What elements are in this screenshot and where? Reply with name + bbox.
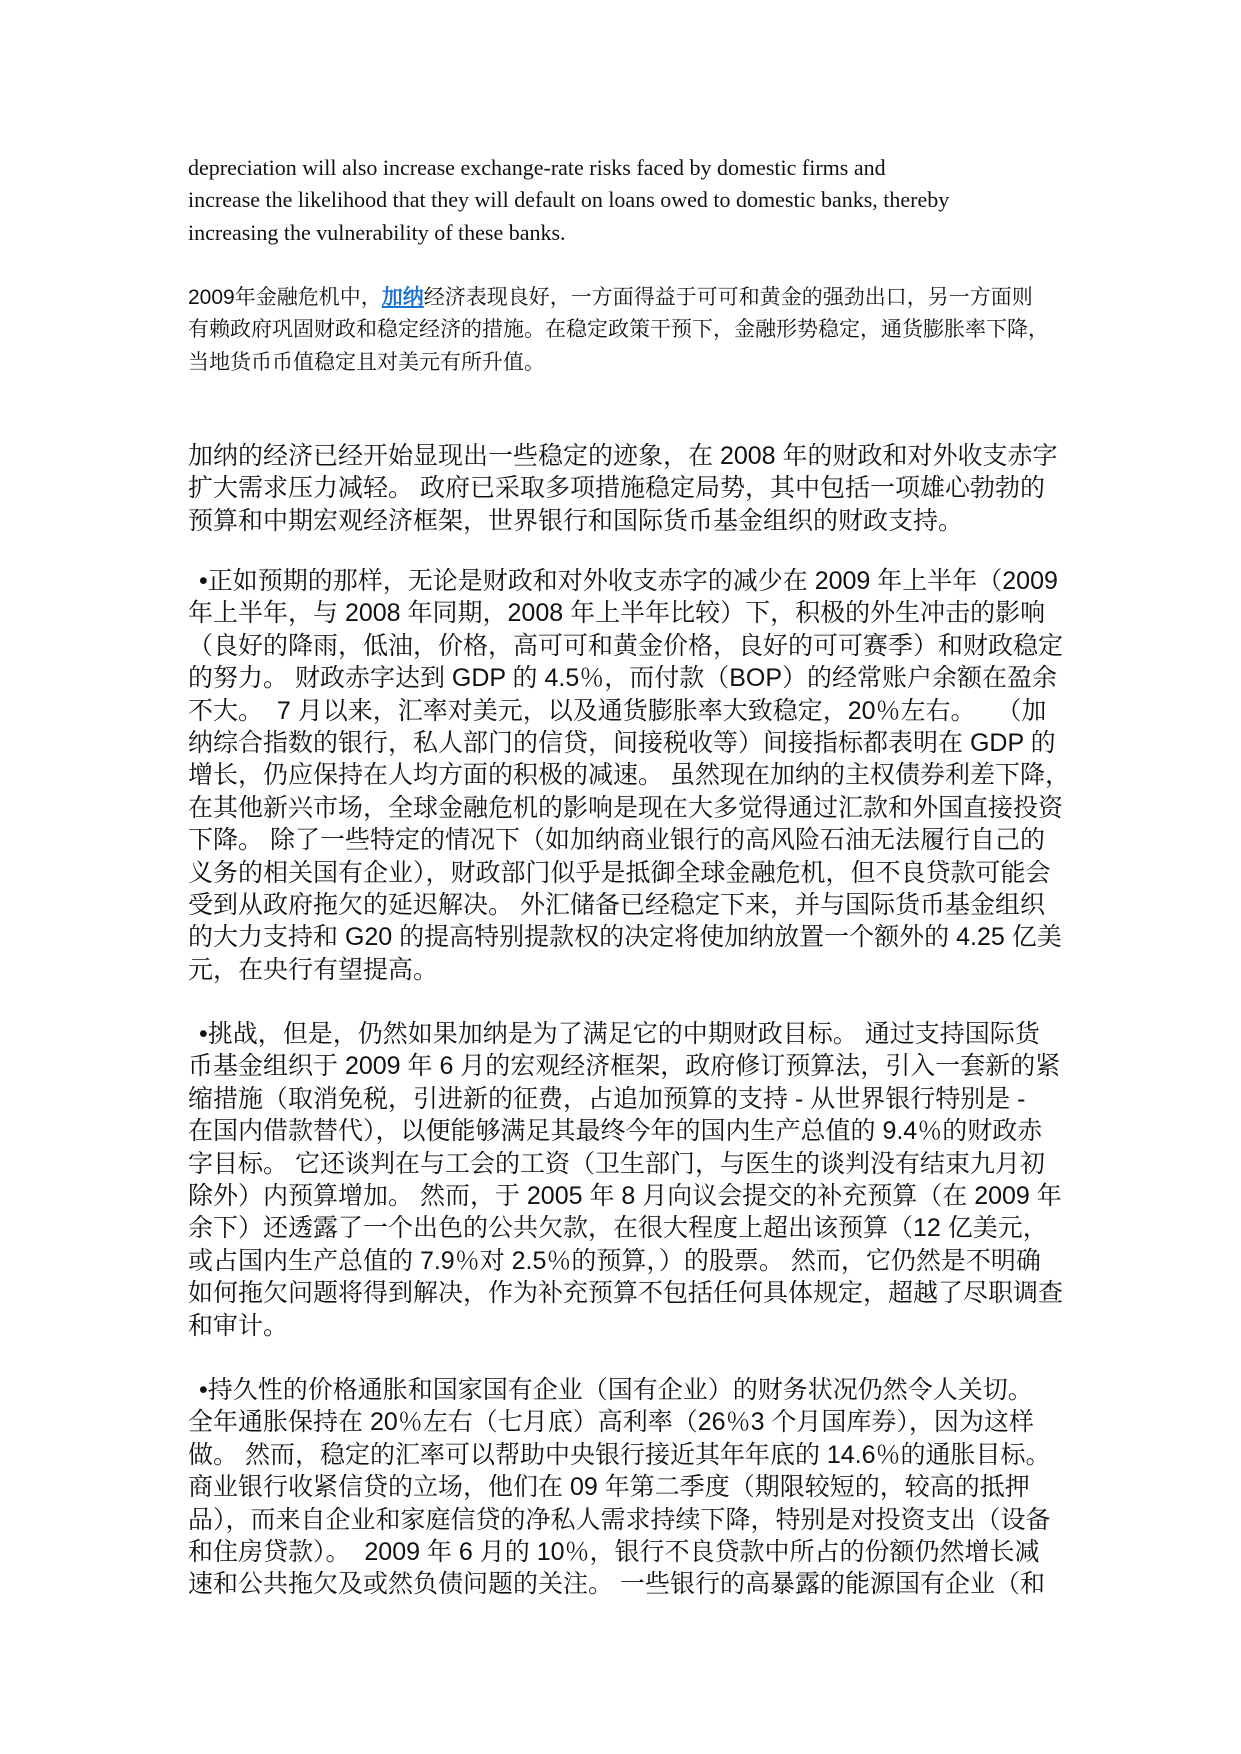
english-line: increasing the vulnerability of these banks.	[188, 219, 566, 245]
bullet-line: 和审计。	[188, 1311, 289, 1340]
bullet-line: 义务的相关国有企业），财政部门似乎是抵御全球金融危机，但不良贷款可能会	[188, 858, 1051, 887]
english-line: depreciation will also increase exchange-rate risks faced by domestic firms and	[188, 155, 886, 180]
summary-line: 扩大需求压力减轻。 政府已采取多项措施稳定局势，其中包括一项雄心勃勃的	[188, 474, 1045, 503]
bullet-line: 做。 然而，稳定的汇率可以帮助中央银行接近其年年底的 14.6％的通胀目标。	[188, 1440, 1051, 1469]
bullet-line: 受到从政府拖欠的延迟解决。 外汇储备已经稳定下来，并与国际货币基金组织	[188, 890, 1045, 919]
bullet-line: 年上半年，与 2008 年同期，2008 年上半年比较）下，积极的外生冲击的影响	[188, 599, 1046, 628]
english-paragraph	[188, 152, 1054, 249]
bullet-line: 的努力。 财政赤字达到 GDP 的 4.5％，而付款（BOP）的经常账户余额在盈余	[188, 664, 1058, 693]
intro-line-end: 经济表现良好，一方面得益于可可和黄金的强劲出口，另一方面则	[423, 286, 1033, 309]
bullet-line: •正如预期的那样，无论是财政和对外收支赤字的减少在 2009 年上半年（2009	[199, 567, 1058, 595]
summary-paragraph	[188, 440, 1058, 537]
bullet-line: 在国内借款替代），以便能够满足其最终今年的国内生产总值的 9.4％的财政赤	[188, 1117, 1043, 1146]
bullet-item-3	[188, 1374, 1054, 1601]
bullet-line: 商业银行收紧信贷的立场，他们在 09 年第二季度（期限较短的，较高的抵押	[188, 1473, 1030, 1502]
bullet-line: 的大力支持和 G20 的提高特别提款权的决定将使加纳放置一个额外的 4.25 亿美	[188, 923, 1062, 952]
bullet-line: 增长，仍应保持在人均方面的积极的减速。 虽然现在加纳的主权债券利差下降，	[188, 761, 1070, 790]
bullet-line: 和住房贷款）。 2009 年 6 月的 10％，银行不良贷款中所占的份额仍然增长减	[188, 1537, 1040, 1566]
intro-line: 有赖政府巩固财政和稳定经济的措施。在稳定政策干预下，金融形势稳定，通货膨胀率下降，	[188, 318, 1049, 342]
bullet-line: 币基金组织于 2009 年 6 月的宏观经济框架，政府修订预算法，引入一套新的紧	[188, 1052, 1061, 1081]
bullet-line: •持久性的价格通胀和国家国有企业（国有企业）的财务状况仍然令人关切。	[199, 1376, 1033, 1404]
intro-line-start: 2009年金融危机中，	[188, 286, 382, 309]
bullet-line: 在其他新兴市场，全球金融危机的影响是现在大多觉得通过汇款和外国直接投资	[188, 793, 1064, 822]
bullet-line: 字目标。 它还谈判在与工会的工资（卫生部门，与医生的谈判没有结束九月初	[188, 1149, 1045, 1178]
bullet-line: 缩措施（取消免税，引进新的征费，占追加预算的支持 - 从世界银行特别是 -	[188, 1084, 1026, 1113]
intro-line: 当地货币币值稳定且对美元有所升值。	[188, 350, 545, 374]
bullet-line: •挑战，但是，仍然如果加纳是为了满足它的中期财政目标。 通过支持国际货	[199, 1020, 1040, 1048]
summary-line: 预算和中期宏观经济框架，世界银行和国际货币基金组织的财政支持。	[188, 506, 964, 535]
bullet-line: 余下）还透露了一个出色的公共欠款，在很大程度上超出该预算（12 亿美元，	[188, 1214, 1048, 1243]
bullet-line: 品），而来自企业和家庭信贷的净私人需求持续下降，特别是对投资支出（设备	[188, 1505, 1051, 1534]
bullet-item-2	[188, 1018, 1064, 1342]
intro-line	[188, 282, 1054, 314]
bullet-line: （良好的降雨，低油，价格，高可可和黄金价格，良好的可可赛季）和财政稳定	[188, 631, 1064, 660]
bullet-line: 元，在央行有望提高。	[188, 955, 439, 984]
bullet-line: 全年通胀保持在 20％左右（七月底）高利率（26％3 个月国库券），因为这样	[188, 1408, 1034, 1437]
bullet-line: 不大。 7 月以来，汇率对美元，以及通货膨胀率大致稳定，20％左右。 （加	[188, 696, 1047, 725]
bullet-line: 纳综合指数的银行，私人部门的信贷，间接税收等）间接指标都表明在 GDP 的	[188, 728, 1056, 757]
bullet-item-1	[188, 565, 1070, 986]
summary-line: 加纳的经济已经开始显现出一些稳定的迹象，在 2008 年的财政和对外收支赤字	[188, 442, 1058, 470]
ghana-link[interactable]: 加纳	[381, 286, 424, 309]
english-line: increase the likelihood that they will default on loans owed to domestic banks, thereby	[188, 187, 950, 213]
intro-paragraph	[188, 282, 1054, 379]
bullet-line: 下降。 除了一些特定的情况下（如加纳商业银行的高风险石油无法履行自己的	[188, 826, 1045, 855]
bullet-line: 除外）内预算增加。 然而，于 2005 年 8 月向议会提交的补充预算（在 2009 年	[188, 1181, 1062, 1210]
bullet-line: 或占国内生产总值的 7.9％对 2.5％的预算，）的股票。 然而，它仍然是不明确	[188, 1246, 1041, 1275]
bullet-line: 速和公共拖欠及或然负债问题的关注。 一些银行的高暴露的能源国有企业（和	[188, 1570, 1045, 1599]
bullet-line: 如何拖欠问题将得到解决，作为补充预算不包括任何具体规定，超越了尽职调查	[188, 1279, 1064, 1308]
